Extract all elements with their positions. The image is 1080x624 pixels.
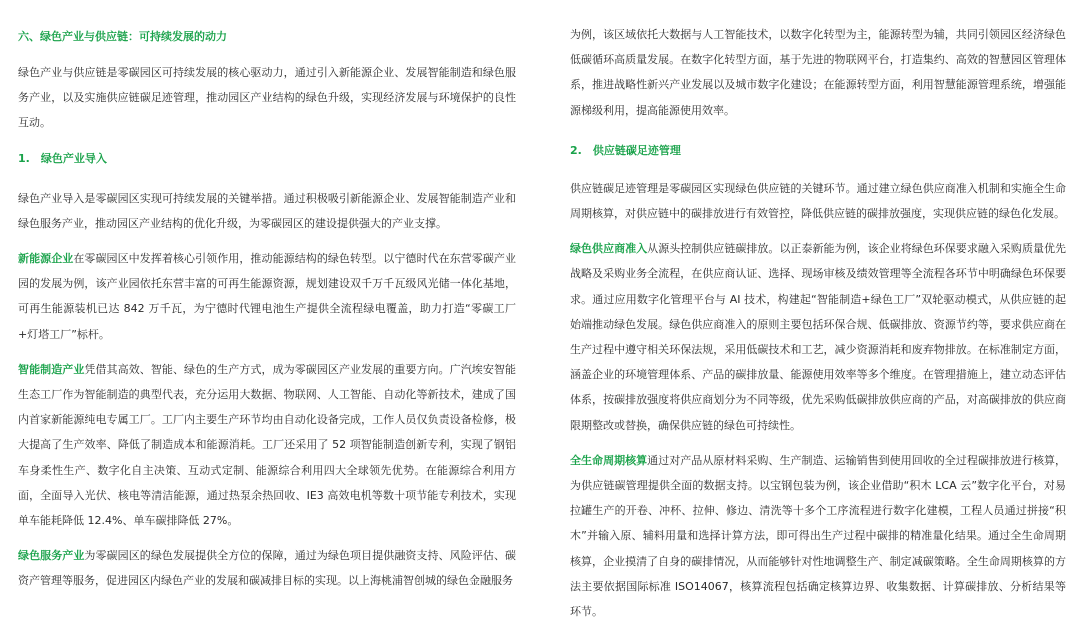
- section-title: 六、绿色产业与供应链：可持续发展的动力: [18, 30, 227, 43]
- paragraph-supplier-admission: 绿色供应商准入从源头控制供应链碳排放。以正泰新能为例，该企业将绿色环保要求融入采购质量优先战略及采购业务全流程，在供应商认证、选择、现场审核及绩效管理等全流程各环节中明确绿色环保要求。通过应用数字化管理平台与 AI 技术，构建起“智能制造+绿色工厂”双轮驱动模式，从供应链的起始端推动绿色发展。绿色供应商准入的原则主要包括环保合规、低碳排放、资源节约等，要求供应商在生产过程中遵守相关环保法规，采用低碳技术和工艺，减少资源消耗和废弃物排放。在标准制定方面，涵盖企业的环境管理体系、产品的碳排放量、能源使用效率等多个维度。在管理措施上，建立动态评估体系，按碳排放强度将供应商划分为不同等级，优先采购低碳排放供应商的产品，对高碳排放的供应商限期整改或替换，确保供应链的绿色可持续性。: [570, 242, 1067, 432]
- term-new-energy: 新能源企业: [18, 252, 74, 266]
- term-lifecycle: 全生命周期核算: [570, 453, 648, 467]
- paragraph-green-services: 绿色服务产业为零碳园区的绿色发展提供全方位的保障，通过为绿色项目提供融资支持、风险评估、碳资产管理等服务，促进园区内绿色产业的发展和碳减排目标的实现。以上海桃浦智创城的绿色金融服务: [18, 549, 517, 588]
- paragraph-lifecycle: 全生命周期核算通过对产品从原材料采购、生产制造、运输销售到使用回收的全过程碳排放进行核算，为供应链碳管理提供全面的数据支持。以宝钢包装为例，该企业借助“积木 LCA 云”数字化平台，对易拉罐生产的开卷、冲杯、拉伸、修边、清洗等十多个工序流程进行数字化建模，工程人员通过拼接“积木”并输入原、辅料用量和选择计算方法，即可得出生产过程中碳排的精准量化结果。通过全生命周期核算，企业摸清了自身的碳排情况，从而能够针对性地调整生产、制定减碳策略。全生命周期核算的方法主要依据国际标准 ISO14067，核算流程包括确定核算边界、收集数据、计算碳排放、分析结果等环节。: [570, 453, 1067, 619]
- paragraph-supply-chain: 供应链碳足迹管理是零碳园区实现绿色供应链的关键环节。通过建立绿色供应商准入机制和实施全生命周期核算，对供应链中的碳排放进行有效管控，降低供应链的碳排放强度，实现供应链的绿色化发展。: [570, 181, 1066, 221]
- right-column: [570, 0, 1066, 624]
- heading-green-industry: 1. 绿色产业导入: [18, 151, 107, 165]
- term-supplier-admission: 绿色供应商准入: [570, 242, 648, 256]
- term-green-services: 绿色服务产业: [18, 549, 85, 563]
- term-smart-manufacturing: 智能制造产业: [18, 362, 85, 376]
- paragraph-new-energy: 新能源企业在零碳园区中发挥着核心引领作用，推动能源结构的绿色转型。以宁德时代在东营零碳产业园的发展为例，该产业园依托东营丰富的可再生能源资源，规划建设双千万千瓦级风光储一体化基地，可再生能源装机已达 842 万千瓦，为宁德时代锂电池生产提供全流程绿电覆盖，助力打造“零碳工厂+灯塔工厂”标杆。: [18, 252, 516, 341]
- paragraph-continued: 为例，该区域依托大数据与人工智能技术，以数字化转型为主，能源转型为辅，共同引领园区经济绿色低碳循环高质量发展。在数字化转型方面，基于先进的物联网平台，打造集约、高效的智慧园区管理体系，推进战略性新兴产业发展以及城市数字化建设；在能源转型方面，利用智慧能源管理系统，增强能源梯级利用，提高能源使用效率。: [570, 28, 1066, 117]
- intro-paragraph: 绿色产业与供应链是零碳园区可持续发展的核心驱动力，通过引入新能源企业、发展智能制造和绿色服务产业，以及实施供应链碳足迹管理，推动园区产业结构的绿色升级，实现经济发展与环境保护的良性互动。: [18, 66, 516, 130]
- heading-supply-chain: 2. 供应链碳足迹管理: [570, 143, 681, 157]
- left-column: [18, 0, 516, 594]
- paragraph-smart-manufacturing: 智能制造产业凭借其高效、智能、绿色的生产方式，成为零碳园区产业发展的重要方向。广汽埃安智能生态工厂作为智能制造的典型代表，充分运用大数据、物联网、人工智能、自动化等新技术，建成了国内首家新能源纯电专属工厂。工厂内主要生产环节均由自动化设备完成，工作人员仅负责设备检修，极大提高了生产效率、降低了制造成本和能源消耗。工厂还采用了 52 项智能制造创新专利，实现了钢铝车身柔性生产、数字化自主决策、互动式定制、能源综合利用四大全球领先优势。在能源综合利用方面，全面导入光伏、核电等清洁能源，通过热泵余热回收、IE3 高效电机等数十项节能专利技术，实现单车能耗降低 12.4%、单车碳排降低 27%。: [18, 362, 517, 528]
- paragraph-green-industry: 绿色产业导入是零碳园区实现可持续发展的关键举措。通过积极吸引新能源企业、发展智能制造产业和绿色服务产业，推动园区产业结构的优化升级，为零碳园区的建设提供强大的产业支撑。: [18, 191, 516, 230]
